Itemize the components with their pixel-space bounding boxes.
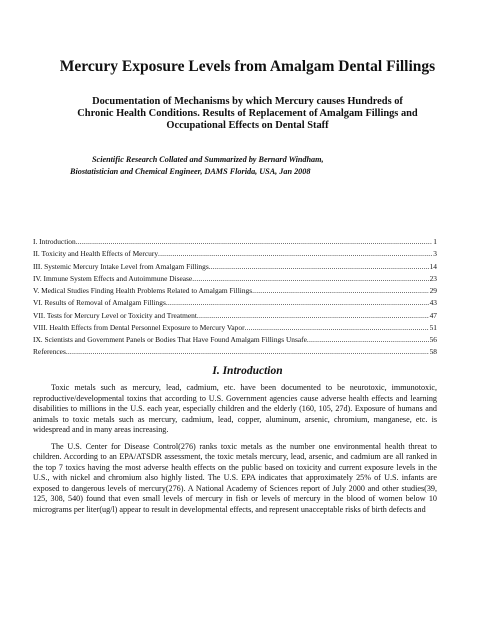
byline-line: Biostatistician and Chemical Engineer, DAMS Florida, USA, Jan 2008	[70, 166, 311, 176]
body-paragraph: Toxic metals such as mercury, lead, cadmium, etc. have been documented to be neurotoxic, immunotoxic, reproductive/developmental toxins that according to U.S. Government agencies cause adverse health effects and learning disabilities to millions in the U.S. each year, especially children and the elderly (160, 105, 27d). Exposure of humans and animals to toxic metals such as mercury, cadmium, lead, copper, aluminum, arsenic, chromium, manganese, etc. is widespread and in many areas increasing.	[33, 383, 437, 435]
toc-leader-dots	[209, 262, 429, 271]
toc-entry[interactable]	[33, 347, 437, 359]
toc-entry[interactable]	[33, 286, 437, 298]
toc-leader-dots	[166, 298, 429, 307]
toc-entry-page: 29	[429, 286, 437, 295]
toc-entry[interactable]	[33, 311, 437, 323]
toc-entry-title: IV. Immune System Effects and Autoimmune Disease	[33, 273, 193, 283]
body-paragraph: The U.S. Center for Disease Control(276) ranks toxic metals as the number one environmental health threat to children. According to an EPA/ATSDR assessment, the toxic metals mercury, lead, arsenic, and cadmium are all ranked in the top 7 toxics having the most adverse health effects on the public based on toxicity and current exposure levels in the U.S., with nickel and chromium also highly listed. The U.S. EPA indicates that approximately 25% of U.S. infants are exposed to dangerous levels of mercury(276). A National Academy of Sciences report of July 2000 and other studies(39, 125, 308, 540) found that even small levels of mercury in fish or levels of mercury in the blood of women below 10 micrograms per liter(ug/l) appear to result in developmental effects, and represent unacceptable risks of birth defects and	[33, 441, 437, 515]
toc-leader-dots	[252, 286, 429, 295]
toc-entry[interactable]	[33, 249, 437, 261]
toc-entry-page: 14	[429, 261, 437, 271]
toc-entry-page: 1	[433, 237, 437, 246]
toc-leader-dots	[76, 237, 433, 246]
toc-entry[interactable]	[33, 237, 437, 249]
toc-entry-title: VI. Results of Removal of Amalgam Fillings	[33, 298, 166, 308]
toc-entry-page: 58	[429, 347, 437, 357]
subtitle-line: Documentation of Mechanisms by which Mercury causes Hundreds of	[92, 96, 403, 107]
toc-entry[interactable]	[33, 335, 437, 347]
toc-entry[interactable]	[33, 274, 437, 286]
subtitle-line: Chronic Health Conditions. Results of Replacement of Amalgam Fillings and	[77, 108, 418, 120]
table-of-contents	[33, 237, 437, 360]
document-title: Mercury Exposure Levels from Amalgam Dental Fillings	[59, 58, 436, 75]
toc-entry[interactable]	[33, 262, 437, 274]
toc-leader-dots	[192, 274, 428, 283]
toc-entry[interactable]	[33, 323, 437, 335]
toc-entry-page: 56	[429, 335, 437, 344]
toc-entry-page: 3	[433, 249, 437, 259]
toc-leader-dots	[245, 323, 429, 332]
subtitle-line: Occupational Effects on Dental Staff	[166, 120, 329, 132]
toc-leader-dots	[66, 347, 429, 356]
toc-entry-title: I. Introduction	[33, 237, 76, 246]
toc-entry-page: 51	[429, 322, 437, 332]
section-heading: I. Introduction	[212, 365, 283, 377]
section-body	[33, 383, 437, 522]
byline-line: Scientific Research Collated and Summarized by Bernard Windham,	[92, 155, 324, 164]
author-byline	[70, 154, 425, 177]
toc-leader-dots	[197, 311, 429, 320]
document-subtitle	[60, 96, 435, 133]
toc-entry[interactable]	[33, 298, 437, 310]
toc-entry-title: VIII. Health Effects from Dental Personnel Exposure to Mercury Vapor	[33, 322, 245, 332]
toc-leader-dots	[307, 335, 429, 344]
toc-entry-title: References	[33, 347, 66, 357]
toc-entry-title: III. Systemic Mercury Intake Level from Amalgam Fillings	[33, 261, 209, 271]
toc-entry-title: II. Toxicity and Health Effects of Mercury	[33, 249, 159, 259]
toc-entry-page: 47	[429, 310, 437, 320]
toc-entry-title: V. Medical Studies Finding Health Problems Related to Amalgam Fillings	[33, 286, 253, 295]
toc-leader-dots	[158, 249, 432, 258]
toc-entry-title: IX. Scientists and Government Panels or Bodies That Have Found Amalgam Fillings Unsafe	[33, 335, 307, 344]
toc-entry-page: 43	[429, 298, 437, 308]
toc-entry-page: 23	[429, 273, 437, 283]
toc-entry-title: VII. Tests for Mercury Level or Toxicity and Treatment	[33, 310, 197, 320]
